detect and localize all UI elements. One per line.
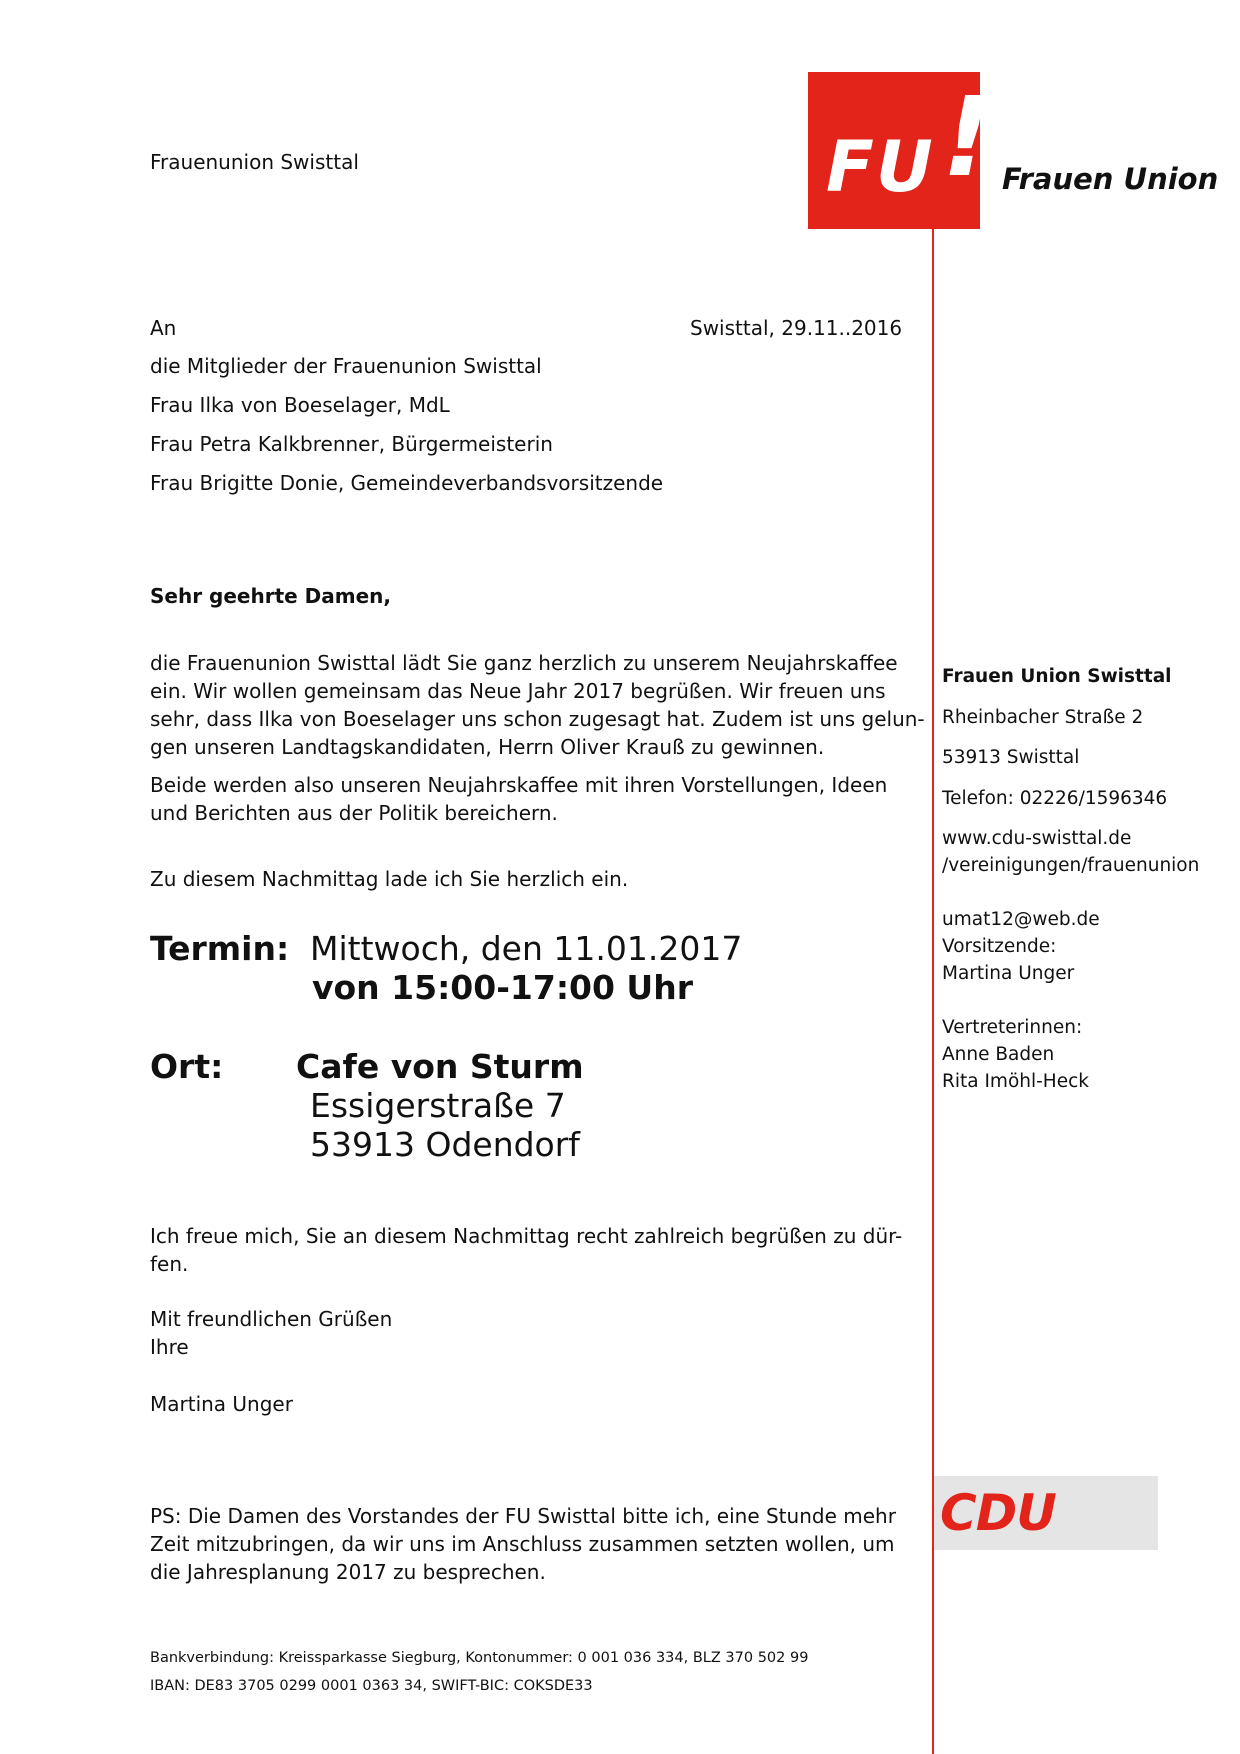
ps-line: Zeit mitzubringen, da wir uns im Anschluss zusammen setzten wollen, um [150, 1532, 895, 1556]
sidebar-deputy: Rita Imöhl-Heck [942, 1071, 1089, 1092]
address-line: die Mitglieder der Frauenunion Swisttal [150, 354, 542, 378]
iban-details: IBAN: DE83 3705 0299 0001 0363 34, SWIFT-BIC: COKSDE33 [150, 1678, 593, 1694]
ps-line: PS: Die Damen des Vorstandes der FU Swisttal bitte ich, eine Stunde mehr [150, 1504, 896, 1528]
fu-logo-mark: FU [826, 126, 935, 208]
ort-name: Cafe von Sturm [296, 1047, 584, 1086]
body-line: die Frauenunion Swisttal lädt Sie ganz herzlich zu unserem Neujahrskaffee [150, 651, 898, 675]
body-line: sehr, dass Ilka von Boeselager uns schon zugesagt hat. Zudem ist uns gelun- [150, 707, 925, 731]
salutation: Sehr geehrte Damen, [150, 584, 392, 608]
sidebar-org: Frauen Union Swisttal [942, 666, 1172, 687]
termin-date: Mittwoch, den 11.01.2017 [310, 929, 743, 968]
body-line: und Berichten aus der Politik bereichern. [150, 801, 558, 825]
sidebar-web-path: /vereinigungen/frauenunion [942, 855, 1200, 876]
cdu-logo-text: CDU [940, 1484, 1056, 1542]
sidebar-city: 53913 Swisttal [942, 747, 1080, 768]
body-line: Zu diesem Nachmittag lade ich Sie herzlich ein. [150, 867, 629, 891]
ort-label: Ort: [150, 1047, 224, 1086]
sidebar-phone: Telefon: 02226/1596346 [942, 788, 1168, 809]
fu-logo-exclamation: ! [942, 73, 993, 201]
cdu-logo [934, 1476, 1158, 1550]
termin-time: von 15:00-17:00 Uhr [312, 968, 693, 1007]
closing-line: Ich freue mich, Sie an diesem Nachmittag recht zahlreich begrüßen zu dür- [150, 1224, 903, 1248]
signature-name: Martina Unger [150, 1392, 293, 1416]
body-line: gen unseren Landtagskandidaten, Herrn Oliver Krauß zu gewinnen. [150, 735, 825, 759]
sidebar-chair-label: Vorsitzende: [942, 936, 1057, 957]
ort-city: 53913 Odendorf [310, 1125, 580, 1164]
body-line: ein. Wir wollen gemeinsam das Neue Jahr 2017 begrüßen. Wir freuen uns [150, 679, 886, 703]
ps-line: die Jahresplanung 2017 zu besprechen. [150, 1560, 546, 1584]
address-line: Frau Brigitte Donie, Gemeindeverbandsvorsitzende [150, 471, 664, 495]
sidebar-chair-name: Martina Unger [942, 963, 1075, 984]
sidebar-email: umat12@web.de [942, 909, 1100, 930]
greeting: Mit freundlichen Grüßen [150, 1307, 393, 1331]
address-line: Frau Ilka von Boeselager, MdL [150, 393, 450, 417]
sidebar-web: www.cdu-swisttal.de [942, 828, 1132, 849]
bank-details: Bankverbindung: Kreissparkasse Siegburg, Kontonummer: 0 001 036 334, BLZ 370 502 99 [150, 1650, 809, 1666]
sidebar-deputy: Anne Baden [942, 1044, 1055, 1065]
ihre: Ihre [150, 1335, 189, 1359]
fu-logo [808, 72, 993, 229]
frauen-union-wordmark: Frauen Union [1002, 162, 1219, 196]
ort-street: Essigerstraße 7 [310, 1086, 566, 1125]
sender-name: Frauenunion Swisttal [150, 150, 359, 174]
place-date: Swisttal, 29.11..2016 [690, 316, 903, 340]
termin-label: Termin: [150, 929, 290, 968]
address-line: Frau Petra Kalkbrenner, Bürgermeisterin [150, 432, 553, 456]
sidebar-deputies-label: Vertreterinnen: [942, 1017, 1083, 1038]
closing-line: fen. [150, 1252, 189, 1276]
address-label: An [150, 316, 177, 340]
sidebar-street: Rheinbacher Straße 2 [942, 707, 1144, 728]
body-line: Beide werden also unseren Neujahrskaffee mit ihren Vorstellungen, Ideen [150, 773, 888, 797]
